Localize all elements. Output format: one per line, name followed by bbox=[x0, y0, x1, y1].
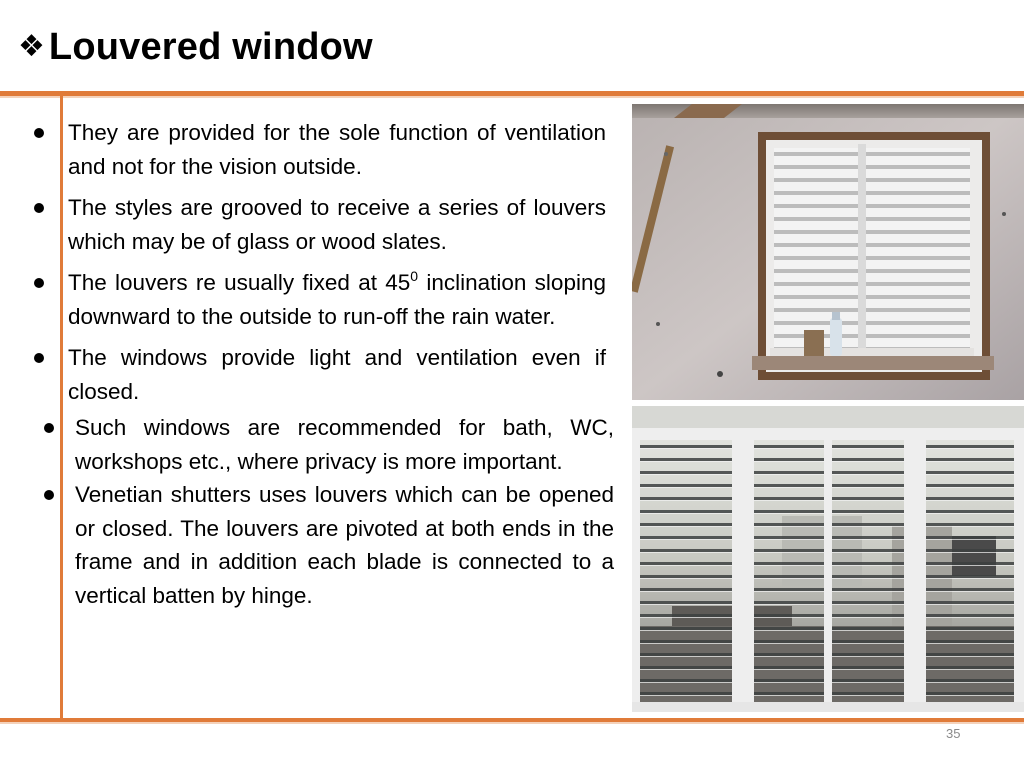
bullet-item bbox=[34, 191, 606, 258]
bullet-item bbox=[34, 116, 606, 183]
slide-title bbox=[18, 22, 373, 72]
glass-louvers-room-photo bbox=[632, 406, 1024, 712]
slide-number: 35 bbox=[946, 726, 961, 741]
four-diamonds-icon: ❖ bbox=[18, 29, 45, 64]
bullet-dot-icon bbox=[44, 490, 54, 500]
bottom-divider-shadow bbox=[0, 722, 1024, 724]
bullet-text: Venetian shutters uses louvers which can be opened or closed. The louvers are pivoted at both ends in the frame and in addition each blade is connected to a vertical batten by hinge. bbox=[75, 482, 614, 608]
bullet-dot-icon bbox=[34, 203, 44, 213]
bullet-text-part: inclination sloping downward to the outside to run-off the rain water. bbox=[68, 270, 606, 329]
bullet-dot-icon bbox=[44, 423, 54, 433]
bullet-text: The windows provide light and ventilation even if closed. bbox=[68, 345, 606, 404]
bullet-dot-icon bbox=[34, 353, 44, 363]
bullet-text: They are provided for the sole function of ventilation and not for the vision outside. bbox=[68, 120, 606, 179]
slide-title-text: Louvered window bbox=[48, 25, 373, 68]
bullet-dot-icon bbox=[34, 278, 44, 288]
louvered-window-wall-photo bbox=[632, 104, 1024, 400]
bullet-item bbox=[34, 411, 614, 478]
bullet-text bbox=[68, 266, 606, 333]
bullet-dot-icon bbox=[34, 128, 44, 138]
bullet-item bbox=[34, 266, 606, 333]
degree-superscript: 0 bbox=[410, 268, 419, 284]
top-divider-shadow bbox=[0, 96, 1024, 98]
bullet-text-part: The louvers re usually fixed at 45 bbox=[68, 270, 411, 295]
bullet-text: The styles are grooved to receive a series of louvers which may be of glass or wood slates. bbox=[68, 195, 606, 254]
bullet-text: Such windows are recommended for bath, WC, workshops etc., where privacy is more important. bbox=[75, 415, 614, 474]
bullet-item bbox=[34, 341, 606, 408]
bullet-item bbox=[34, 478, 614, 612]
bullet-list bbox=[34, 116, 618, 612]
